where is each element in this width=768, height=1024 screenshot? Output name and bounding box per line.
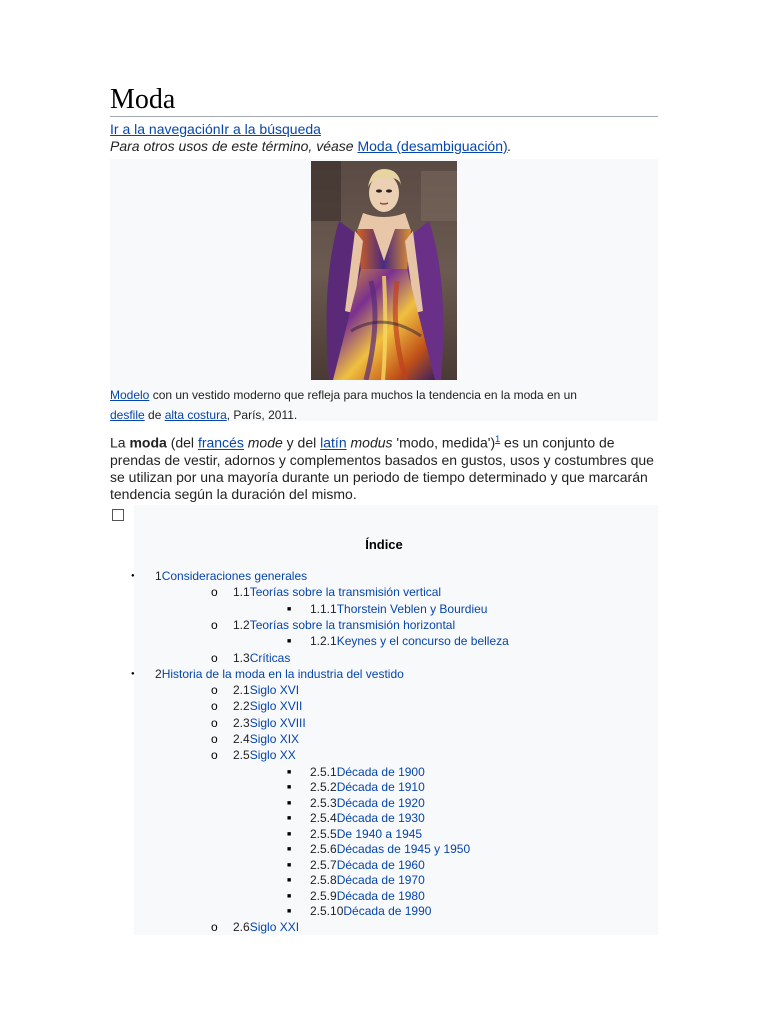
toc-item-link[interactable]: Teorías sobre la transmisión vertical — [249, 585, 442, 600]
toc-item-link[interactable]: Década de 1910 — [336, 780, 425, 795]
toc-item-link[interactable]: Décadas de 1945 y 1950 — [336, 842, 471, 857]
hatnote-text: Para otros usos de este término, véase — [110, 138, 358, 154]
toc-item[interactable] — [310, 858, 425, 873]
toc-item-number: 1.2.1 — [310, 634, 337, 649]
toc-bullet: ■ — [287, 815, 292, 823]
toc-item-link[interactable]: Keynes y el concurso de belleza — [336, 634, 509, 649]
toc-item-number: 2.5.9 — [310, 888, 337, 903]
toc-item-number: 1.3 — [233, 650, 250, 665]
intro-text: es un conjunto de prendas de vestir, adornos y complementos basados en gustos, usos y costumbres que se utilizan por una mayoría durante un periodo de tiempo determinado y que marcarán tendencia según la duración del mismo. — [110, 434, 654, 502]
toc-item-link[interactable]: Teorías sobre la transmisión horizontal — [249, 617, 456, 632]
link-frances[interactable]: francés — [197, 434, 244, 451]
toc-item-number: 2.5.10 — [310, 904, 344, 919]
toc-item-number: 2.5.8 — [310, 873, 337, 888]
toc-item-number: 2.6 — [233, 920, 250, 935]
jump-links — [110, 121, 321, 137]
toc-item-number: 2.4 — [233, 732, 250, 746]
toc-item-link[interactable]: Década de 1980 — [336, 888, 425, 903]
toc-bullet: o — [211, 920, 218, 935]
intro-text: y del — [282, 434, 321, 451]
caption-text: de — [144, 408, 165, 422]
toc-bullet: ■ — [287, 638, 292, 646]
toc-bullet: ■ — [287, 784, 292, 792]
toc-item-number: 1.1 — [233, 585, 250, 600]
toc-item-number: 2.5.6 — [310, 842, 337, 857]
caption-text: con un vestido moderno que refleja para muchos la tendencia en la moda en un — [149, 388, 577, 402]
link-latin[interactable]: latín — [320, 434, 347, 451]
toc-bullet: o — [211, 585, 218, 600]
toc-item[interactable] — [233, 618, 455, 633]
toc-bullet: ■ — [287, 846, 292, 854]
toc-item[interactable] — [233, 920, 299, 935]
toc-item[interactable] — [233, 699, 302, 714]
toc-item[interactable] — [310, 889, 425, 904]
caption-link-modelo[interactable]: Modelo — [110, 388, 150, 402]
toc-bullet: o — [211, 650, 218, 665]
caption-link-alta-costura[interactable]: alta costura — [164, 408, 227, 422]
toc-item-number: 1.1.1 — [310, 601, 337, 616]
hatnote — [110, 138, 512, 154]
toc-item-link[interactable]: Siglo XVIII — [249, 715, 306, 730]
toc-item[interactable] — [233, 732, 299, 747]
toc-bullet: o — [211, 732, 218, 746]
toc-item-link[interactable]: Thorstein Veblen y Bourdieu — [336, 601, 488, 616]
toc-bullet: o — [211, 683, 218, 698]
toc-item-link[interactable]: Siglo XX — [249, 748, 296, 763]
toc-item[interactable] — [233, 748, 296, 763]
title-divider — [110, 116, 658, 117]
toc-item-number: 2.5.5 — [310, 826, 337, 841]
toc-item-number: 2.2 — [233, 699, 250, 714]
toc-item-link[interactable]: De 1940 a 1945 — [336, 826, 423, 841]
toc-item[interactable] — [233, 585, 441, 600]
toc-item-link[interactable]: Siglo XXI — [249, 920, 300, 935]
toc-gutter — [110, 553, 134, 935]
toc-item-number: 2.5 — [233, 748, 250, 763]
toc-bullet: o — [211, 699, 218, 714]
toc-item[interactable] — [310, 827, 422, 842]
toc-item-number: 1.2 — [233, 617, 250, 632]
jump-to-search-link[interactable]: Ir a la búsqueda — [220, 121, 321, 137]
toc-bullet: ■ — [287, 908, 292, 916]
toc-item[interactable] — [310, 811, 425, 826]
caption-link-desfile[interactable]: desfile — [110, 408, 145, 422]
toc-toggle-checkbox[interactable] — [112, 509, 124, 521]
toc-title: Índice — [365, 537, 403, 552]
toc-item-link[interactable]: Década de 1930 — [336, 811, 425, 826]
toc-item-number: 2.3 — [233, 715, 250, 730]
toc-item-link[interactable]: Década de 1970 — [336, 873, 425, 888]
toc-item-link[interactable]: Década de 1960 — [336, 857, 425, 872]
image-thumbnail — [110, 159, 658, 421]
toc-bullet: ■ — [287, 877, 292, 885]
toc-bullet: ■ — [287, 799, 292, 807]
toc-item[interactable] — [310, 602, 487, 617]
toc-bullet: ● — [131, 670, 135, 677]
intro-paragraph — [110, 431, 658, 503]
jump-to-navigation-link[interactable]: Ir a la navegación — [110, 121, 221, 137]
toc-item-number: 2.5.1 — [310, 764, 337, 779]
toc-item-number: 2.5.3 — [310, 795, 337, 810]
intro-text: 'modo, medida') — [392, 434, 496, 451]
toc-item[interactable] — [233, 716, 306, 731]
toc-item[interactable] — [310, 765, 425, 780]
toc-bullet: ● — [131, 573, 135, 579]
toc-item-link[interactable]: Década de 1900 — [336, 764, 425, 779]
toc-bullet: ■ — [287, 605, 292, 613]
fashion-model-photo[interactable] — [311, 161, 457, 380]
intro-text: La — [110, 434, 130, 451]
toc-item-link[interactable]: Siglo XVI — [249, 683, 300, 698]
toc-bullet: o — [211, 715, 218, 730]
page-title: Moda — [110, 84, 176, 115]
toc-item-number: 2.5.2 — [310, 780, 337, 795]
toc-item[interactable] — [155, 667, 404, 682]
caption-text: , París, 2011. — [226, 408, 298, 422]
toc-item-link[interactable]: Críticas — [249, 650, 291, 665]
intro-term: moda — [129, 434, 167, 451]
toc-item-number: 2.1 — [233, 683, 250, 698]
toc-item-number: 2.5.7 — [310, 857, 337, 872]
toc-item[interactable] — [310, 904, 431, 919]
toc-item[interactable] — [310, 842, 470, 857]
toc-item-link[interactable]: Década de 1920 — [336, 795, 425, 810]
table-of-contents — [110, 505, 658, 935]
disambiguation-link[interactable]: Moda (desambiguación) — [357, 138, 508, 154]
toc-item[interactable] — [155, 569, 307, 584]
toc-item-link[interactable]: Historia de la moda en la industria del vestido — [161, 666, 404, 681]
toc-item-link[interactable]: Siglo XIX — [249, 732, 300, 746]
toc-item-number: 1 — [155, 569, 162, 583]
toc-item[interactable] — [310, 634, 509, 649]
hatnote-suffix: . — [507, 138, 512, 154]
toc-bullet: ■ — [287, 861, 292, 869]
toc-item[interactable] — [233, 651, 290, 666]
image-caption — [110, 385, 580, 425]
toc-bullet: ■ — [287, 768, 292, 776]
toc-item[interactable] — [233, 683, 299, 698]
toc-bullet: ■ — [287, 892, 292, 900]
toc-bullet: o — [211, 748, 218, 763]
intro-etymology: mode — [247, 434, 283, 451]
toc-item[interactable] — [310, 780, 425, 795]
toc-item[interactable] — [310, 796, 425, 811]
toc-bullet: ■ — [287, 830, 292, 838]
toc-item-link[interactable]: Década de 1990 — [343, 904, 432, 919]
intro-text: (del — [166, 434, 198, 451]
toc-item-link[interactable]: Consideraciones generales — [161, 569, 308, 583]
toc-item-link[interactable]: Siglo XVII — [249, 699, 303, 714]
toc-item[interactable] — [310, 873, 425, 888]
toc-item-number: 2.5.4 — [310, 811, 337, 826]
reference-link[interactable]: 1 — [495, 434, 501, 444]
intro-etymology: modus — [350, 434, 393, 451]
toc-item-number: 2 — [155, 666, 162, 681]
toc-bullet: o — [211, 617, 218, 632]
